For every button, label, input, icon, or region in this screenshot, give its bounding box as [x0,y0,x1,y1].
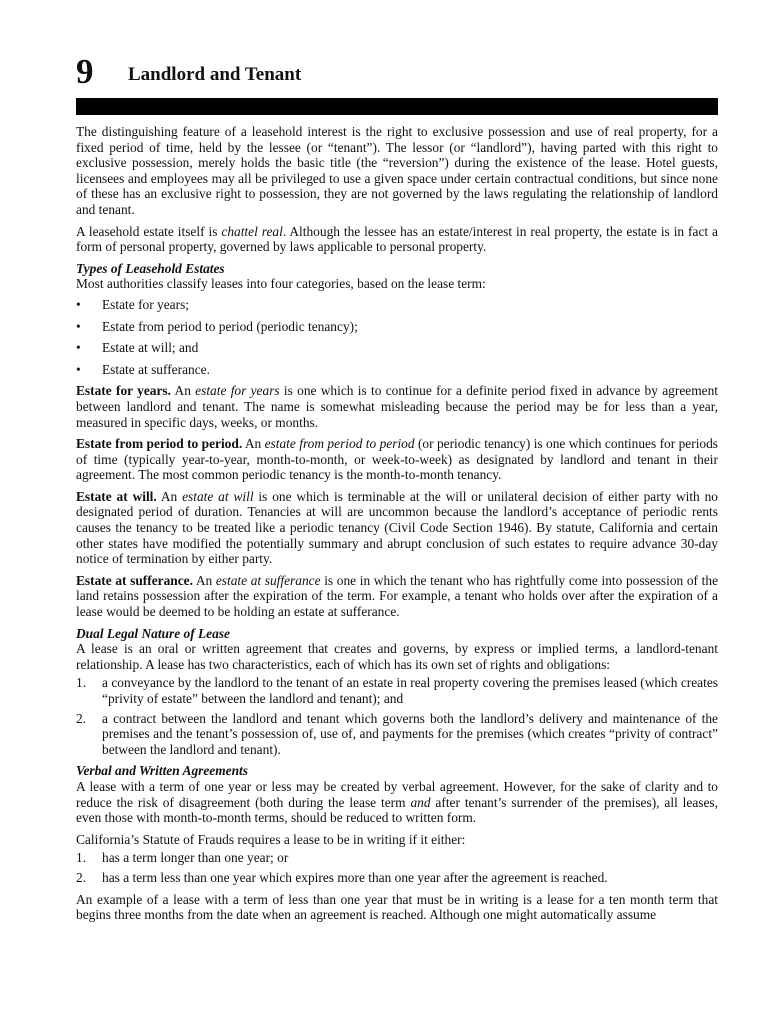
verbal-paragraph-3: An example of a lease with a term of less than one year that must be in writing is a lease for a ten month term that begins three months from the date when an agreement is reached. Although one might automatically assume [76,891,718,923]
list-item: • Estate at will; and [76,340,199,356]
bullet-icon: • [76,361,81,377]
estate-at-will-label: Estate at will. [76,488,157,504]
term-chattel-real: chattel real [221,223,283,239]
intro-paragraph-1: The distinguishing feature of a leasehold interest is the right to exclusive possession and use of real property, for a fixed period of time, held by the lessee (or “tenant”). The lessor (or “landlord”), having parted with this right to exclusive possession, merely holds the basic title (the “reversion”) during the existence of the lease. Hotel guests, licensees and employees may all be privileged to use a given space under certain contractual conditions, but since none of these has an exclusive right to possession, they are not governed by the laws regulating the relationship of landlord and tenant. [76,124,718,217]
chapter-divider-bar [76,98,718,115]
verbal-numbered-list [76,850,718,885]
chapter-body [76,124,718,929]
verbal-paragraph-1: A lease with a term of one year or less may be created by verbal agreement. However, for the sake of clarity and to reduce the risk of disagreement (both during the lease term and after tenant’s surrender of the premises), all leases, even those with month-to-month terms, should be reduced to written form. [76,778,718,826]
estate-sufferance-label: Estate at sufferance. [76,572,193,588]
section-heading-types: Types of Leasehold Estates [76,260,225,276]
chapter-title: Landlord and Tenant [128,64,302,85]
list-item: 2. has a term less than one year which expires more than one year after the agreement is reached. [76,869,608,885]
estate-period-paragraph: Estate from period to period. An estate from period to period (or periodic tenancy) is one which continues for periods of time (typically year-to-year, month-to-month, or week-to-week) as designated by landlord and tenant in their agreement. The most common periodic tenancy is the month-to-month tenancy. [76,436,719,483]
verbal-paragraph-2: California’s Statute of Frauds requires a lease to be in writing if it either: [76,831,466,847]
estate-period-label: Estate from period to period. [76,436,243,452]
types-lead: Most authorities classify leases into four categories, based on the lease term: [76,276,486,292]
chapter-header [76,52,718,98]
bullet-icon: • [76,340,81,356]
list-item: • Estate at sufferance. [76,361,210,377]
list-item: • Estate for years; [76,296,189,312]
estate-at-will-paragraph: Estate at will. An estate at will is one which is terminable at the will or unilateral decision of either party with no designated period of duration. Tenancies at will are uncommon because the landlord’s acceptance of periodic rents causes the tenancy to be treated like a periodic tenancy (Civil Code Section 1946). By statute, California and certain other states have modified the potentially summary and abrupt conclusion of such estates to require advance 30-day notice of termination by either party. [76,488,718,567]
estate-for-years-label: Estate for years. [76,383,171,399]
types-bullet-list [76,297,718,377]
list-item: 1. has a term longer than one year; or [76,850,289,866]
estate-for-years-paragraph: Estate for years. An estate for years is one which is to continue for a definite period fixed in advance by agreement between landlord and tenant. The name is somewhat misleading because the period may be for less than a year, measured in specific days, weeks, or months. [76,383,718,430]
list-item: 2. a contract between the landlord and tenant which governs both the landlord’s delivery and maintenance of the premises and the tenant’s possession of, use of, and payments for the premises (which creates “privity of contract” between the landlord and tenant). [76,710,718,757]
dual-numbered-list [76,675,718,757]
bullet-icon: • [76,318,81,334]
chapter-number: 9 [76,52,94,91]
estate-sufferance-paragraph: Estate at sufferance. An estate at sufferance is one in which the tenant who has rightfully come into possession of the land retains possession after the expiration of the term. For example, a tenant who holds over after the expiration of a lease would be deemed to be holding an estate at sufferance. [76,572,719,620]
list-item: 1. a conveyance by the landlord to the tenant of an estate in real property covering the premises leased (which creates “privity of estate” between the landlord and tenant); and [76,675,718,706]
section-heading-verbal: Verbal and Written Agreements [76,763,248,779]
section-heading-dual: Dual Legal Nature of Lease [76,625,230,641]
list-item: • Estate from period to period (periodic tenancy); [76,318,358,334]
bullet-icon: • [76,296,81,312]
intro-paragraph-2: A leasehold estate itself is chattel real. Although the lessee has an estate/interest in real property, the estate is in fact a form of personal property, governed by laws applicable to personal property. [76,223,719,255]
dual-lead: A lease is an oral or written agreement that creates and governs, by express or implied terms, a landlord-tenant relationship. A lease has two characteristics, each of which has its own set of rights and obligations: [76,641,718,672]
